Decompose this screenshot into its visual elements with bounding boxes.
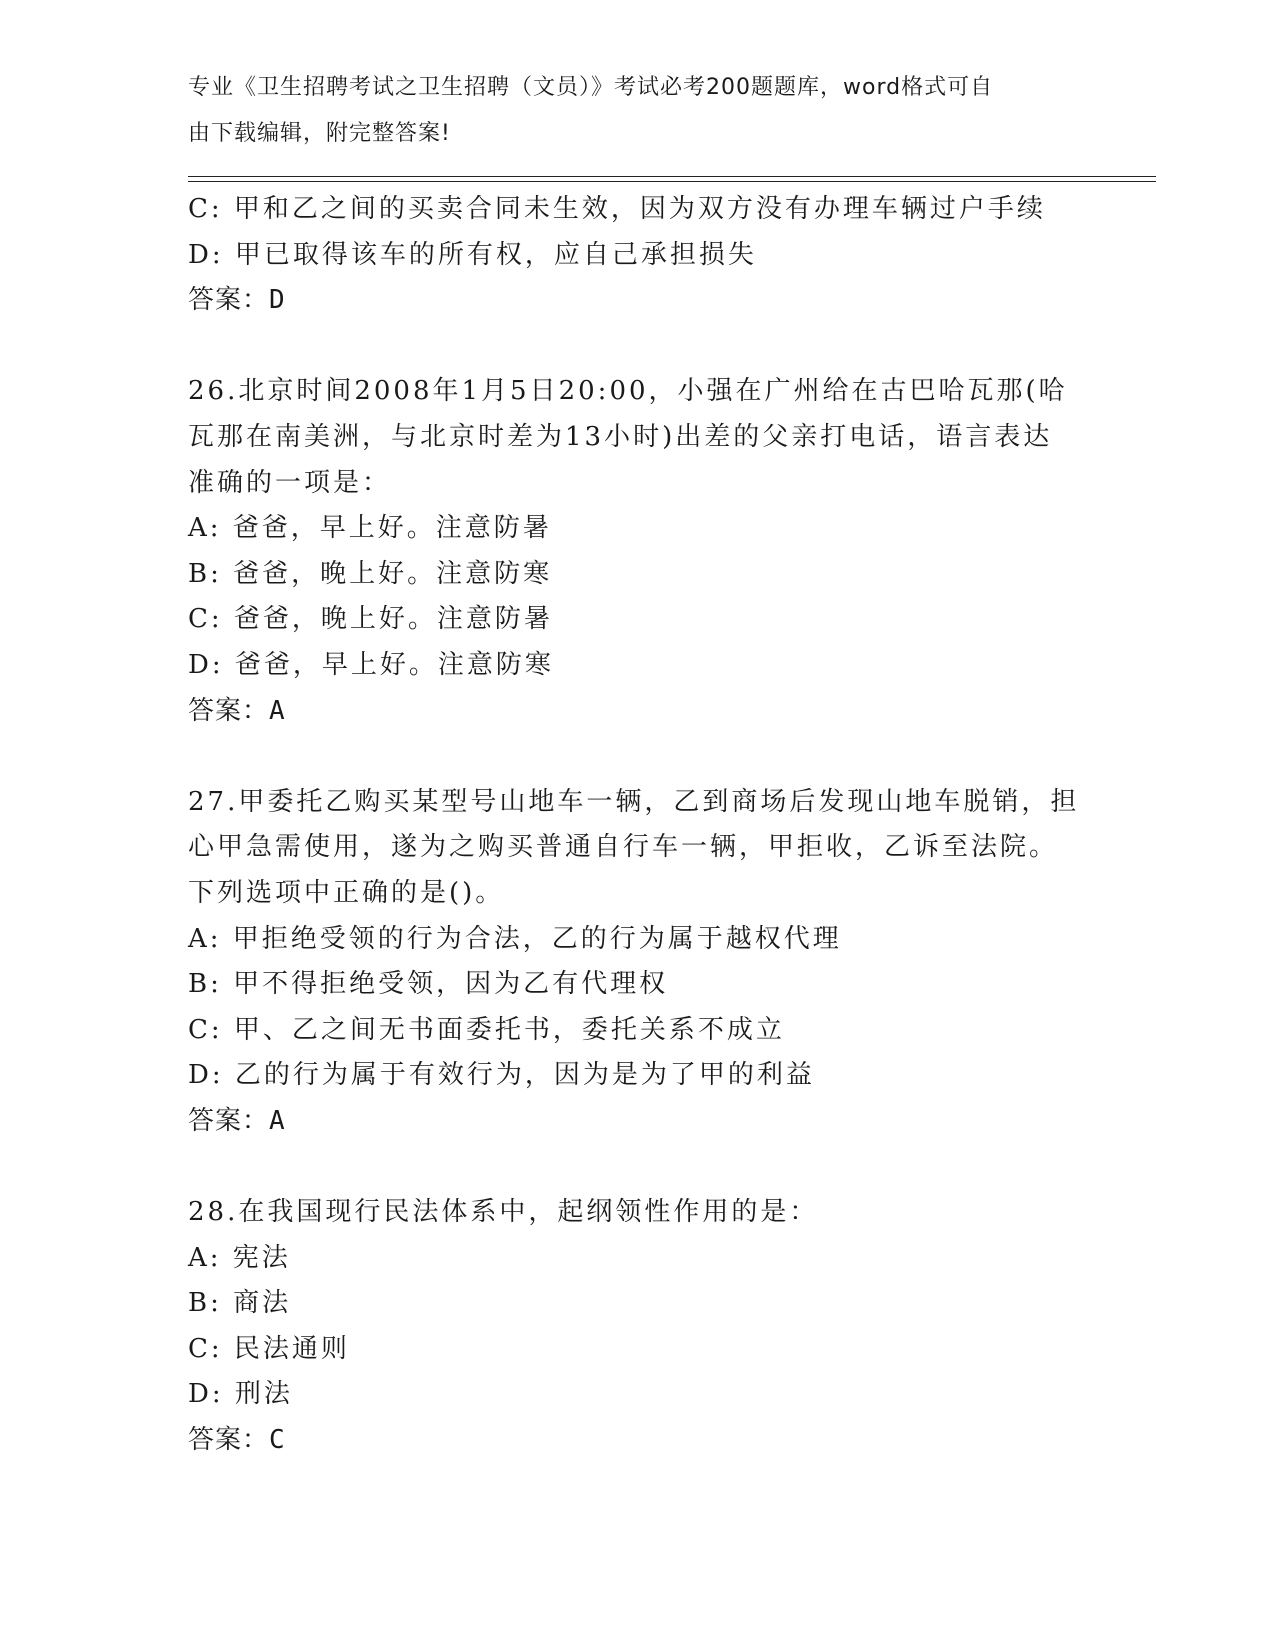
question-stem-line: 27.甲委托乙购买某型号山地车一辆，乙到商场后发现山地车脱销，担 (188, 786, 1080, 817)
question-stem-line: 准确的一项是： (188, 467, 392, 498)
option-c: C: 甲和乙之间的买卖合同未生效，因为双方没有办理车辆过户手续 (188, 194, 1046, 224)
answer-label: 答案： (188, 695, 270, 726)
answer-label: 答案： (188, 1105, 270, 1136)
answer-label: 答案： (188, 285, 270, 316)
document-header (188, 72, 1068, 163)
option-a: A: 甲拒绝受领的行为合法，乙的行为属于越权代理 (188, 923, 842, 954)
answer-value: C (269, 1425, 286, 1456)
answer-value: D (269, 285, 286, 316)
question-28 (188, 1190, 1128, 1464)
question-stem-line: 26.北京时间2008年1月5日20:00，小强在广州给在古巴哈瓦那(哈 (188, 376, 1068, 407)
answer-line (188, 689, 1128, 735)
option-b: B: 商法 (188, 1288, 292, 1319)
answer-line (188, 1099, 1128, 1145)
answer-value: A (269, 1105, 286, 1136)
answer-line (188, 278, 1128, 324)
question-stem-line: 下列选项中正确的是()。 (188, 877, 505, 908)
header-rule-top (188, 176, 1156, 177)
question-25-tail (188, 187, 1128, 324)
header-line-1: 专业《卫生招聘考试之卫生招聘（文员）》考试必考200题题库，word格式可自 (188, 75, 994, 100)
option-b: B: 甲不得拒绝受领，因为乙有代理权 (188, 969, 669, 1000)
header-line-2: 由下载编辑，附完整答案! (188, 120, 451, 146)
answer-value: A (269, 695, 286, 726)
question-stem-line: 瓦那在南美洲，与北京时差为13小时)出差的父亲打电话，语言表达 (188, 421, 1053, 452)
option-a: A: 宪法 (188, 1242, 291, 1273)
question-26 (188, 369, 1128, 734)
question-stem-line: 心甲急需使用，遂为之购买普通自行车一辆，甲拒收，乙诉至法院。 (188, 832, 1059, 863)
option-c: C: 民法通则 (188, 1333, 350, 1364)
option-a: A: 爸爸，早上好。注意防暑 (188, 513, 552, 544)
option-d: D: 刑法 (188, 1379, 293, 1410)
question-list (188, 187, 1128, 1464)
question-stem-line: 28.在我国现行民法体系中，起纲领性作用的是： (188, 1197, 819, 1228)
option-d: D: 爸爸，早上好。注意防寒 (188, 649, 554, 680)
option-d: D: 乙的行为属于有效行为，因为是为了甲的利益 (188, 1060, 815, 1091)
header-rule-bottom (188, 181, 1156, 182)
answer-line (188, 1418, 1128, 1464)
option-c: C: 甲、乙之间无书面委托书，委托关系不成立 (188, 1014, 785, 1045)
answer-label: 答案： (188, 1425, 270, 1456)
option-c: C: 爸爸，晚上好。注意防暑 (188, 604, 553, 635)
option-d: D: 甲已取得该车的所有权，应自己承担损失 (188, 239, 757, 270)
option-b: B: 爸爸，晚上好。注意防寒 (188, 558, 553, 589)
question-27 (188, 780, 1128, 1145)
